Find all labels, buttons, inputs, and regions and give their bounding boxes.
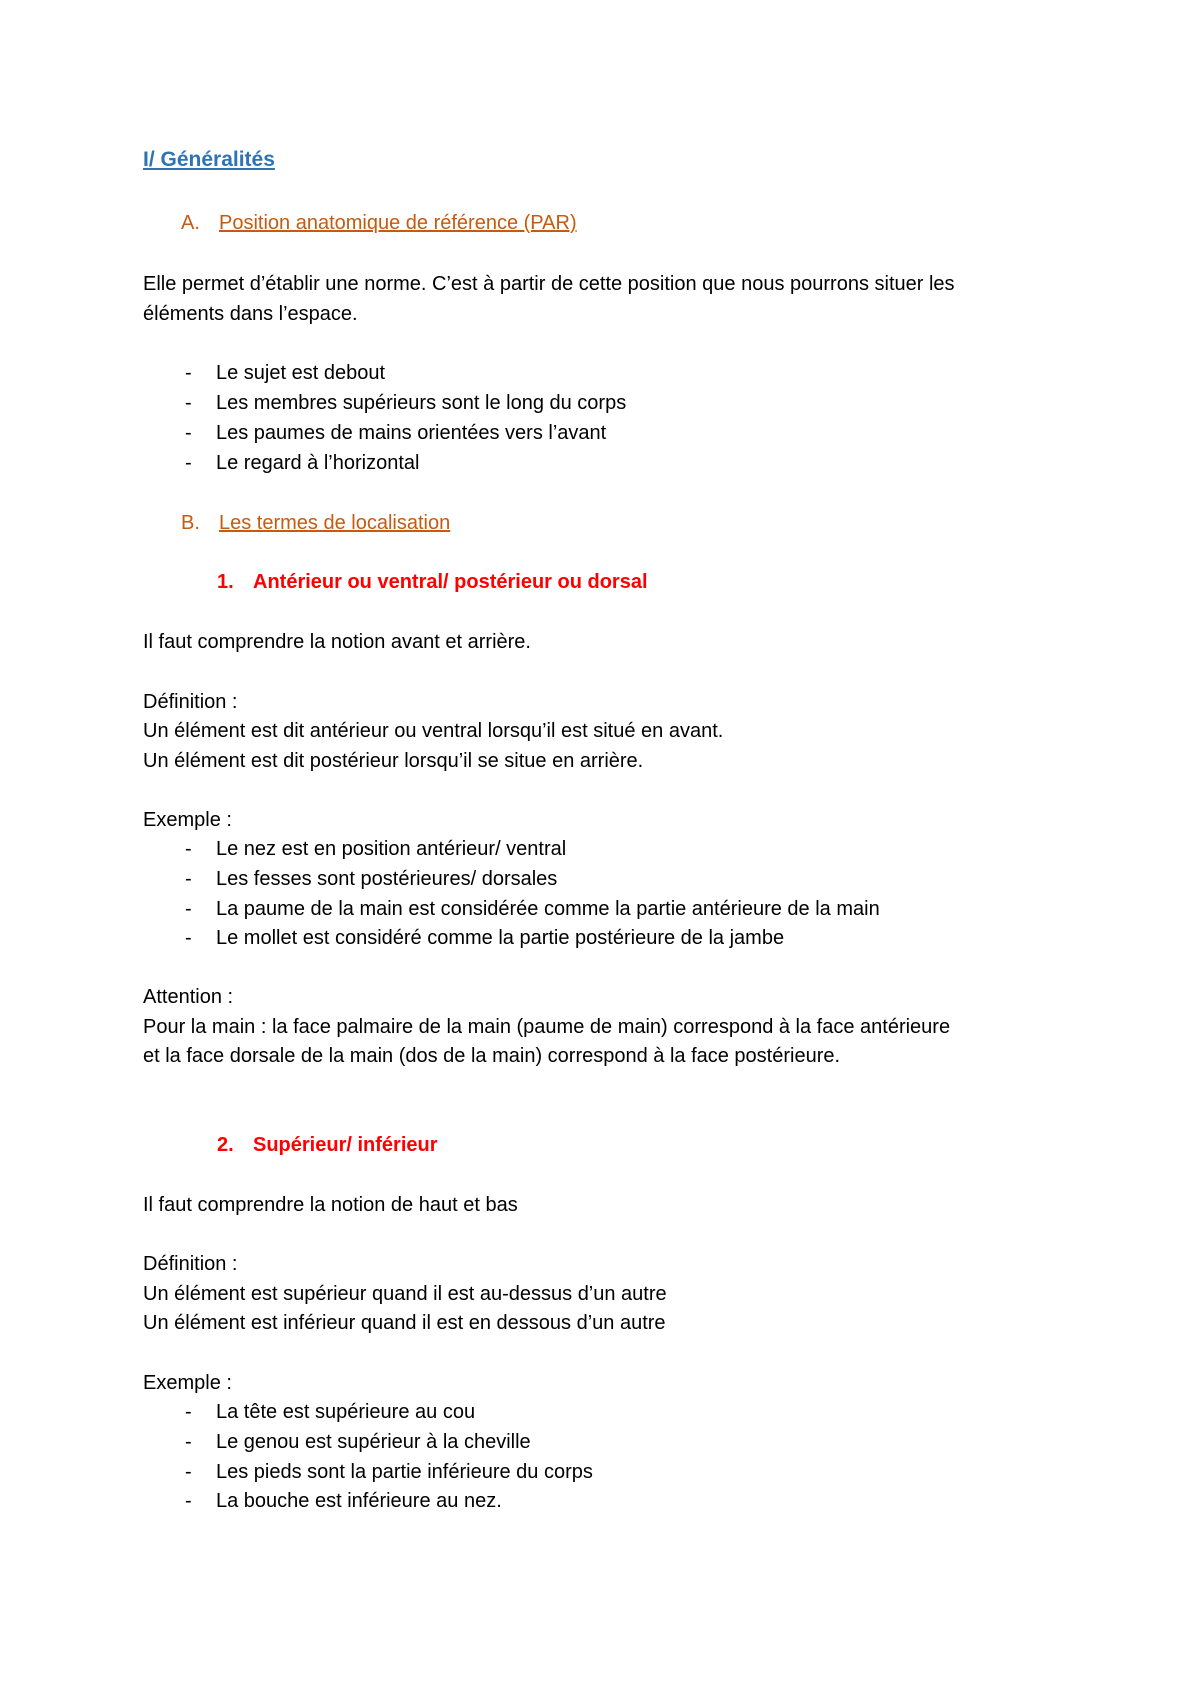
list-item: - La tête est supérieure au cou: [185, 1401, 476, 1423]
subsection-b-heading: [181, 511, 450, 535]
list-item: - Le nez est en position antérieur/ ventral: [185, 838, 567, 860]
subsection-b-marker: B.: [181, 512, 200, 534]
subsection-a-heading: [181, 211, 577, 235]
subsection-a-title: Position anatomique de référence (PAR): [219, 212, 577, 234]
part1-attention-line-1: Pour la main : la face palmaire de la main (paume de main) correspond à la face antérieure: [143, 1016, 951, 1038]
part1-definition-label: Définition :: [143, 691, 238, 713]
part2-definition-label: Définition :: [143, 1253, 238, 1275]
part1-definition-line-1: Un élément est dit antérieur ou ventral lorsqu’il est situé en avant.: [143, 720, 724, 742]
list-item: - La bouche est inférieure au nez.: [185, 1490, 502, 1512]
part2-example-label: Exemple :: [143, 1372, 232, 1394]
list-item: - Le mollet est considéré comme la partie postérieure de la jambe: [185, 927, 785, 949]
part1-heading: [217, 570, 648, 594]
part1-example-label: Exemple :: [143, 809, 232, 831]
list-item: - Le regard à l’horizontal: [185, 452, 420, 474]
part1-title: Antérieur ou ventral/ postérieur ou dorsal: [253, 571, 648, 593]
par-intro-line-1: Elle permet d’établir une norme. C’est à partir de cette position que nous pourrons situer les: [143, 273, 955, 295]
part1-attention-line-2: et la face dorsale de la main (dos de la main) correspond à la face postérieure.: [143, 1045, 841, 1067]
part2-title: Supérieur/ inférieur: [253, 1134, 438, 1156]
part1-attention-label: Attention :: [143, 986, 234, 1008]
subsection-b-title: Les termes de localisation: [219, 512, 451, 534]
part1-intro: Il faut comprendre la notion avant et arrière.: [143, 631, 531, 653]
part2-heading: [217, 1133, 438, 1157]
list-item: - Les membres supérieurs sont le long du corps: [185, 392, 627, 414]
list-item: - Le sujet est debout: [185, 362, 386, 384]
list-item: - La paume de la main est considérée comme la partie antérieure de la main: [185, 898, 880, 920]
list-item: - Les fesses sont postérieures/ dorsales: [185, 868, 558, 890]
par-intro-line-2: éléments dans l’espace.: [143, 303, 358, 325]
part2-marker: 2.: [217, 1134, 234, 1156]
part2-intro: Il faut comprendre la notion de haut et bas: [143, 1194, 518, 1216]
part1-marker: 1.: [217, 571, 234, 593]
part2-definition-line-2: Un élément est inférieur quand il est en dessous d’un autre: [143, 1312, 666, 1334]
part2-definition-line-1: Un élément est supérieur quand il est au-dessus d’un autre: [143, 1283, 667, 1305]
list-item: - Les paumes de mains orientées vers l’avant: [185, 422, 607, 444]
section-title: I/ Généralités: [143, 148, 275, 171]
list-item: - Le genou est supérieur à la cheville: [185, 1431, 531, 1453]
part1-definition-line-2: Un élément est dit postérieur lorsqu’il se situe en arrière.: [143, 750, 644, 772]
list-item: - Les pieds sont la partie inférieure du corps: [185, 1461, 593, 1483]
subsection-a-marker: A.: [181, 212, 200, 234]
